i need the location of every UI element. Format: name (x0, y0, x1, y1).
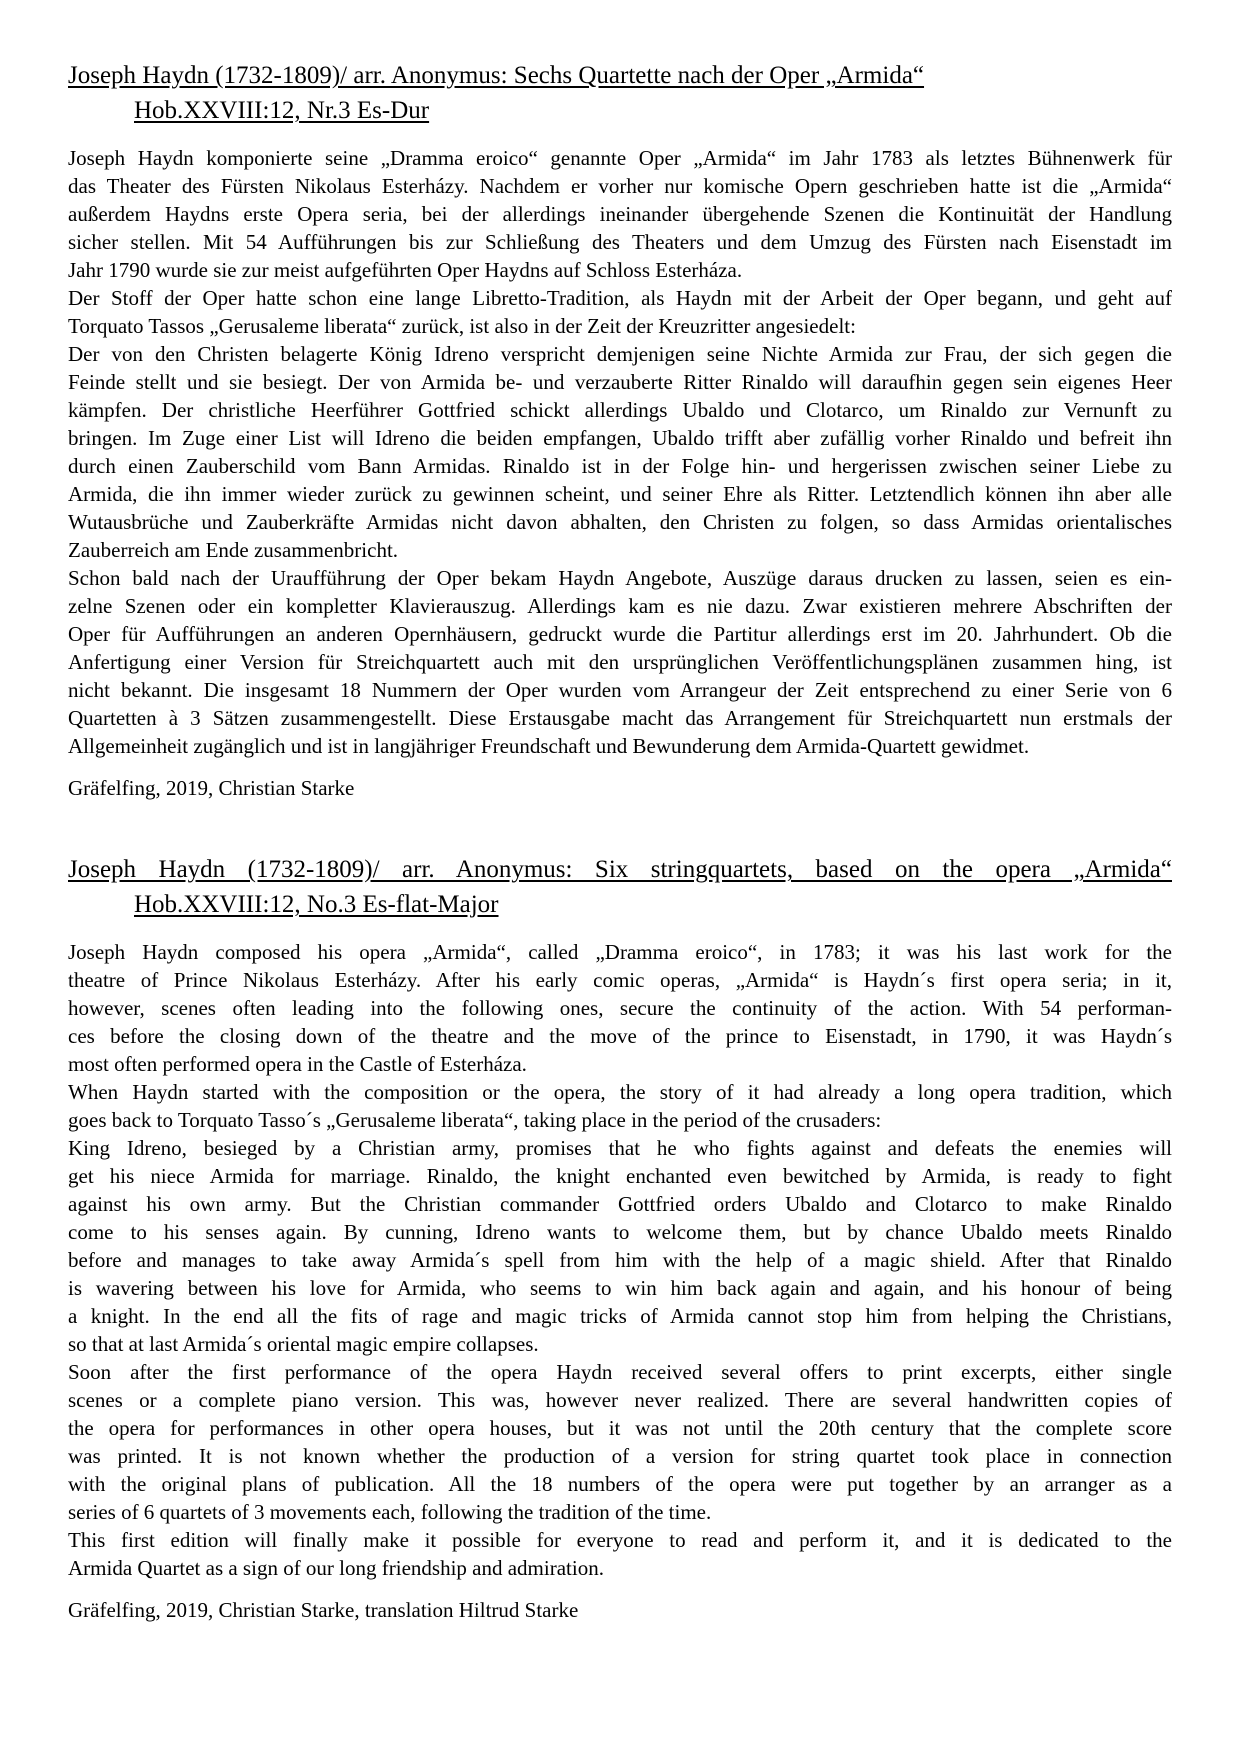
text-line: ces before the closing down of the theatre and the move of the prince to Eisenstadt, in 1790, it was Haydn´s (68, 1024, 1172, 1048)
german-title-line1: Joseph Haydn (1732-1809)/ arr. Anonymus: Sechs Quartette nach der Oper „Armida“ (68, 62, 925, 89)
paragraph (68, 340, 1172, 564)
paragraph (68, 144, 1172, 284)
text-line: Torquato Tassos „Gerusaleme liberata“ zurück, ist also in der Zeit der Kreuzritter angesiedelt: (68, 314, 856, 338)
text-line: Quartetten à 3 Sätzen zusammengestellt. Diese Erstausgabe macht das Arrangement für Streichquartett nun erstmals der (68, 706, 1172, 730)
paragraph (68, 564, 1172, 760)
text-line: außerdem Haydns erste Opera seria, bei der allerdings ineinander übergehende Szenen die Kontinuität der Handlung (68, 202, 1172, 226)
text-line: zelne Szenen oder ein kompletter Klavierauszug. Allerdings kam es nie dazu. Zwar existieren mehrere Abschriften der (68, 594, 1172, 618)
paragraph (68, 1358, 1172, 1526)
english-title (68, 852, 1172, 922)
text-line: with the original plans of publication. All the 18 numbers of the opera were put together by an arranger as a (68, 1472, 1172, 1496)
text-line: sicher stellen. Mit 54 Aufführungen bis zur Schließung des Theaters und dem Umzug des Fürsten nach Eisenstadt im (68, 230, 1172, 254)
text-line: Feinde stellt und sie besiegt. Der von Armida be- und verzauberte Ritter Rinaldo will daraufhin gegen sein eigenes Heer (68, 370, 1172, 394)
german-title (68, 58, 1172, 128)
english-body-text (68, 938, 1172, 1582)
text-line: Der Stoff der Oper hatte schon eine lange Libretto-Tradition, als Haydn mit der Arbeit der Oper begann, und geht auf (68, 286, 1172, 310)
german-body-text (68, 144, 1172, 760)
text-line: so that at last Armida´s oriental magic empire collapses. (68, 1332, 539, 1356)
text-line: goes back to Torquato Tasso´s „Gerusaleme liberata“, taking place in the period of the crusaders: (68, 1108, 882, 1132)
text-line: Joseph Haydn komponierte seine „Dramma eroico“ genannte Oper „Armida“ im Jahr 1783 als letztes Bühnenwerk für (68, 146, 1172, 170)
text-line: Wutausbrüche und Zauberkräfte Armidas nicht davon abhalten, den Christen zu folgen, so dass Armidas orientalisches (68, 510, 1172, 534)
text-line: series of 6 quartets of 3 movements each, following the tradition of the time. (68, 1500, 712, 1524)
paragraph (68, 1526, 1172, 1582)
text-line: nicht bekannt. Die insgesamt 18 Nummern der Oper wurden vom Arrangeur der Zeit entsprechend zu einer Serie von 6 (68, 678, 1172, 702)
paragraph (68, 1078, 1172, 1134)
text-line: Schon bald nach der Uraufführung der Oper bekam Haydn Angebote, Auszüge daraus drucken zu lassen, seien es ein- (68, 566, 1172, 590)
text-line: This first edition will finally make it possible for everyone to read and perform it, and it is dedicated to the (68, 1528, 1172, 1552)
text-line: kämpfen. Der christliche Heerführer Gottfried schickt allerdings Ubaldo und Clotarco, um Rinaldo zur Vernunft zu (68, 398, 1172, 422)
text-line: Anfertigung einer Version für Streichquartett auch mit den ursprünglichen Veröffentlichungsplänen zusammen hing, ist (68, 650, 1172, 674)
text-line: scenes or a complete piano version. This was, however never realized. There are several handwritten copies of (68, 1388, 1172, 1412)
paragraph (68, 938, 1172, 1078)
english-title-line1: Joseph Haydn (1732-1809)/ arr. Anonymus: Six stringquartets, based on the opera „Armida“ (68, 856, 1172, 883)
text-line: King Idreno, besieged by a Christian army, promises that he who fights against and defeats the enemies will (68, 1136, 1172, 1160)
paragraph (68, 1134, 1172, 1358)
text-line: Jahr 1790 wurde sie zur meist aufgeführten Oper Haydns auf Schloss Esterháza. (68, 258, 743, 282)
german-signature: Gräfelfing, 2019, Christian Starke (68, 776, 355, 800)
text-line: bringen. Im Zuge einer List will Idreno die beiden empfangen, Ubaldo trifft aber zufällig vorher Rinaldo und befreit ihn (68, 426, 1172, 450)
german-title-line2: Hob.XXVIII:12, Nr.3 Es-Dur (134, 97, 430, 124)
text-line: durch einen Zauberschild vom Bann Armidas. Rinaldo ist in der Folge hin- und hergerissen zwischen seiner Liebe zu (68, 454, 1172, 478)
text-line: a knight. In the end all the fits of rage and magic tricks of Armida cannot stop him from helping the Christians, (68, 1304, 1172, 1328)
text-line: most often performed opera in the Castle of Esterháza. (68, 1052, 527, 1076)
text-line: theatre of Prince Nikolaus Esterházy. After his early comic operas, „Armida“ is Haydn´s first opera seria; in it, (68, 968, 1172, 992)
text-line: before and manages to take away Armida´s spell from him with the help of a magic shield. After that Rinaldo (68, 1248, 1172, 1272)
text-line: get his niece Armida for marriage. Rinaldo, the knight enchanted even bewitched by Armida, is ready to fight (68, 1164, 1172, 1188)
text-line: When Haydn started with the composition or the opera, the story of it had already a long opera tradition, which (68, 1080, 1172, 1104)
text-line: is wavering between his love for Armida, who seems to win him back again and again, and his honour of being (68, 1276, 1172, 1300)
english-title-line2: Hob.XXVIII:12, No.3 Es-flat-Major (134, 891, 499, 918)
text-line: Armida Quartet as a sign of our long friendship and admiration. (68, 1556, 604, 1580)
text-line: Oper für Aufführungen an anderen Opernhäusern, gedruckt wurde die Partitur allerdings erst im 20. Jahrhundert. Ob die (68, 622, 1172, 646)
text-line: Soon after the first performance of the opera Haydn received several offers to print excerpts, either single (68, 1360, 1172, 1384)
text-line: Joseph Haydn composed his opera „Armida“, called „Dramma eroico“, in 1783; it was his last work for the (68, 940, 1172, 964)
text-line: however, scenes often leading into the following ones, secure the continuity of the action. With 54 performan- (68, 996, 1172, 1020)
text-line: das Theater des Fürsten Nikolaus Esterházy. Nachdem er vorher nur komische Opern geschrieben hatte ist die „Armida“ (68, 174, 1172, 198)
english-signature: Gräfelfing, 2019, Christian Starke, translation Hiltrud Starke (68, 1598, 579, 1622)
text-line: against his own army. But the Christian commander Gottfried orders Ubaldo and Clotarco to make Rinaldo (68, 1192, 1172, 1216)
text-line: the opera for performances in other opera houses, but it was not until the 20th century that the complete score (68, 1416, 1172, 1440)
text-line: was printed. It is not known whether the production of a version for string quartet took place in connection (68, 1444, 1172, 1468)
text-line: Der von den Christen belagerte König Idreno verspricht demjenigen seine Nichte Armida zur Frau, der sich gegen die (68, 342, 1172, 366)
text-line: Armida, die ihn immer wieder zurück zu gewinnen scheint, und seiner Ehre als Ritter. Letztendlich können ihn aber alle (68, 482, 1172, 506)
text-line: come to his senses again. By cunning, Idreno wants to welcome them, but by chance Ubaldo meets Rinaldo (68, 1220, 1172, 1244)
text-line: Zauberreich am Ende zusammenbricht. (68, 538, 399, 562)
text-line: Allgemeinheit zugänglich und ist in langjähriger Freundschaft und Bewunderung dem Armida-Quartett gewidmet. (68, 734, 1030, 758)
paragraph (68, 284, 1172, 340)
